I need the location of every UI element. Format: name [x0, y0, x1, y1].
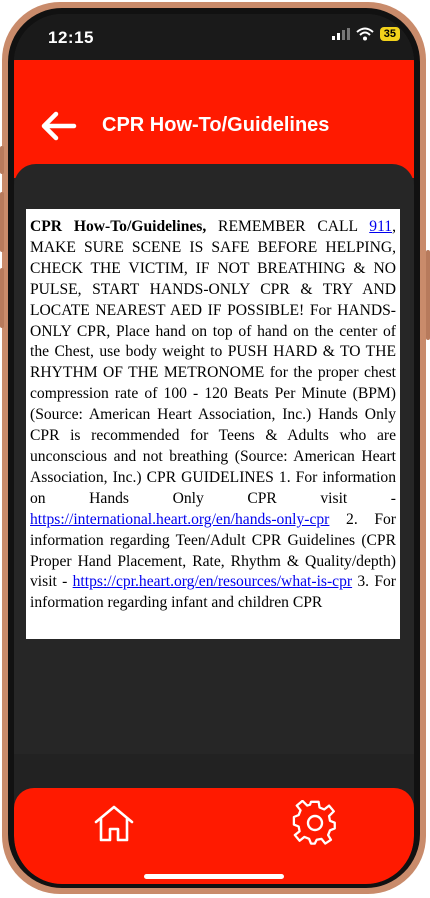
home-icon[interactable]	[90, 800, 138, 848]
app-screen	[14, 14, 414, 884]
status-bar	[14, 14, 414, 60]
guidelines-text-part: 2. For information regarding Teen/Adult CPR Guidelines (CPR Proper Hand Placement, Rate, Rhythm & Quality/depth) visit -	[30, 510, 396, 591]
signal-icon	[332, 28, 350, 40]
status-time: 12:15	[48, 28, 94, 47]
wifi-icon	[356, 27, 374, 41]
guidelines-text	[26, 209, 400, 614]
phone-side-button	[0, 192, 4, 252]
hands-only-cpr-link[interactable]: https://international.heart.org/en/hands-only-cpr	[30, 510, 330, 528]
status-icons	[332, 27, 400, 41]
page-title: CPR How-To/Guidelines	[102, 114, 330, 136]
guidelines-text-part: , MAKE SURE SCENE IS SAFE BEFORE HELPING, CHECK THE VICTIM, IF NOT BREATHING & NO PULSE, START HANDS-ONLY CPR & TRY AND LOCATE NEAREST AED IF POSSIBLE! For HANDS-ONLY CPR, Place hand on top of hand on the center of the Chest, use body weight to PUSH HARD & TO THE RHYTHM OF THE METRONOME for the proper chest compression rate of 100 - 120 Beats Per Minute (BPM) (Source: American Heart Association, Inc.) Hands Only CPR is recommended for Teens & Adults who are unconscious and not breathing (Source: American Heart Association, Inc.) CPR GUIDELINES 1. For information on Hands Only CPR visit -	[30, 218, 396, 507]
battery-level: 35	[380, 27, 400, 41]
what-is-cpr-link[interactable]: https://cpr.heart.org/en/resources/what-is-cpr	[72, 573, 353, 591]
guidelines-text-part: 3. For information regarding infant and children CPR	[30, 573, 396, 612]
call-911-link[interactable]: 911	[369, 218, 393, 235]
phone-side-button	[0, 268, 4, 328]
guidelines-card[interactable]	[26, 209, 400, 639]
back-arrow-icon[interactable]	[38, 110, 78, 142]
phone-side-button	[426, 250, 430, 340]
bottom-nav	[14, 788, 414, 884]
app-header	[14, 60, 414, 178]
guidelines-text-part: REMEMBER CALL	[206, 218, 370, 235]
phone-side-button	[0, 146, 4, 174]
guidelines-heading: CPR How-To/Guidelines,	[30, 218, 207, 235]
home-indicator[interactable]	[144, 874, 284, 879]
gear-icon[interactable]	[292, 800, 340, 848]
